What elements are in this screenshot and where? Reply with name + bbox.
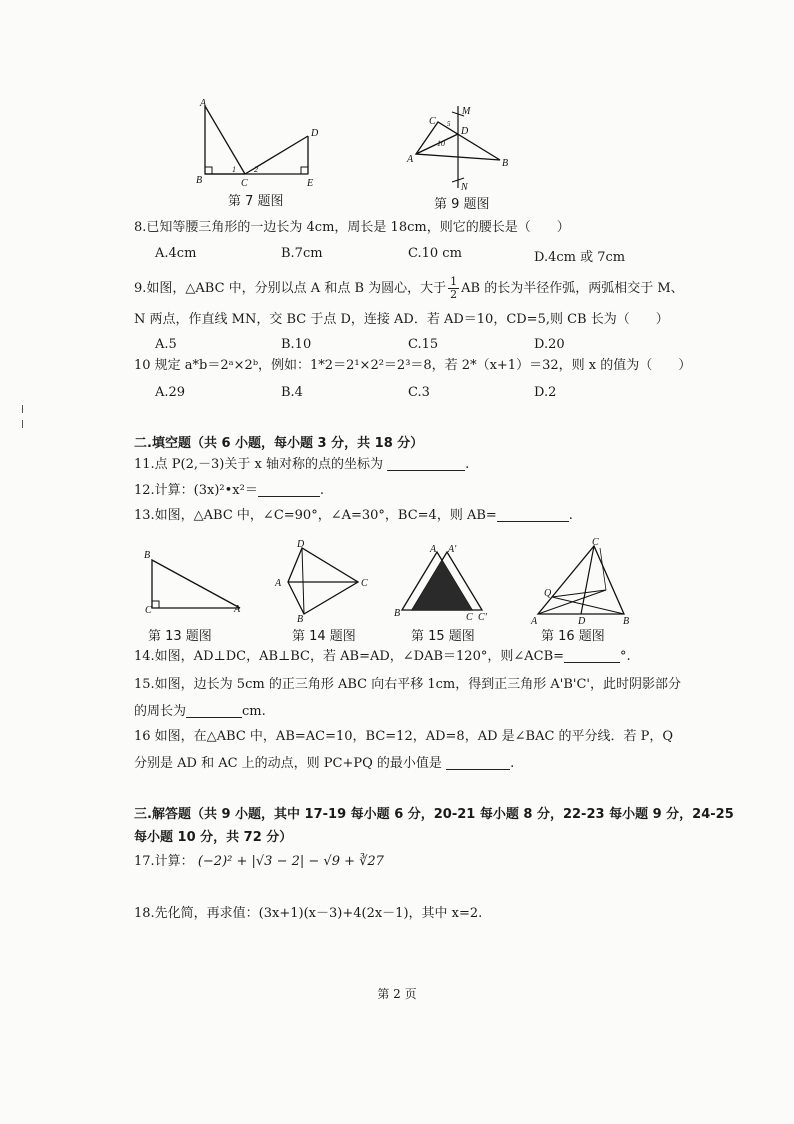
fig9-label-b: B [502,158,509,169]
question-18: 18.先化简，再求值：(3x+1)(x－3)+4(2x－1)，其中 x=2. [134,906,483,921]
fig14-label-c: C [361,578,368,589]
fig15-caption: 第 15 题图 [411,629,475,644]
fig9-label-a: A [407,154,414,165]
fig9-label-c: C [429,116,436,127]
fig7-angle-1: 1 [232,165,236,174]
question-13 [134,507,573,525]
q10-option-d: D.2 [534,385,557,400]
fig9-label-m: M [462,106,471,117]
question-9-line-2: N 两点，作直线 MN，交 BC 于点 D，连接 AD．若 AD＝10，CD=5,则 CB 长为（ ） [134,312,669,327]
fig16-label-b: B [623,616,630,626]
figure-16 [530,538,640,626]
fig7-label-a: A [200,98,207,109]
question-9-line-1 [134,276,684,301]
fig7-label-e: E [307,178,314,188]
fig14-label-a: A [275,578,282,589]
q14-text: 14.如图，AD⊥DC，AB⊥BC，若 AB=AD，∠DAB＝120°，则∠ACB= [134,649,565,664]
fig9-length-10: 10 [437,139,445,148]
figure-15 [392,544,500,624]
q8-option-c: C.10 cm [408,246,462,261]
q9-text-part-2: AB 的长为半径作弧，两弧相交于 M、 [461,281,684,296]
fig7-label-c: C [241,178,248,188]
fig14-label-b: B [297,614,304,622]
fig16-label-c: C [592,538,599,548]
fig9-caption: 第 9 题图 [434,197,490,212]
q9-option-d: D.20 [534,337,565,352]
q15-text: 的周长为 [134,704,187,719]
question-14 [134,648,631,666]
question-8-text: 8.已知等腰三角形的一边长为 4cm，周长是 18cm，则它的腰长是（ ） [134,220,570,235]
fig15-shaded-region [412,560,472,610]
margin-mark [22,405,23,413]
fig16-label-q: Q [544,588,552,599]
margin-mark [22,420,23,428]
figure-7 [190,96,330,188]
fig7-caption: 第 7 题图 [228,194,284,209]
fig13-label-c: C [145,605,152,616]
q10-option-a: A.29 [155,385,186,400]
q12-answer-blank[interactable] [258,482,320,497]
q11-answer-blank[interactable] [387,456,465,471]
q13-text: 13.如图，△ABC 中，∠C=90°，∠A=30°，BC=4，则 AB= [134,508,497,523]
page-footer: 第 2 页 [377,987,417,1001]
q9-option-a: A.5 [155,337,177,352]
question-11 [134,456,469,474]
q10-option-b: B.4 [281,385,303,400]
q8-option-b: B.7cm [281,246,323,261]
fig16-label-d: D [578,616,586,626]
question-12 [134,482,324,500]
fig7-label-d: D [311,128,319,139]
figure-9 [404,104,520,192]
question-17 [134,853,384,871]
q9-text-part-1: 9.如图，△ABC 中，分别以点 A 和点 B 为圆心，大于 [134,281,447,296]
fig13-caption: 第 13 题图 [148,629,212,644]
fig15-label-c: C [466,612,473,623]
q15-answer-blank[interactable] [186,703,242,718]
q13-end: . [568,508,573,523]
q16-text: 分别是 AD 和 AC 上的动点，则 PC+PQ 的最小值是 [134,756,442,771]
question-16-line-2 [134,755,514,773]
fig15-label-b: B [394,608,401,619]
question-15-line-2 [134,703,266,721]
fig15-label-c-prime: C' [478,612,487,623]
fig16-caption: 第 16 题图 [541,629,605,644]
q10-option-c: C.3 [408,385,430,400]
q9-fraction [448,276,459,301]
q14-answer-blank[interactable] [564,648,620,663]
q9-fraction-numerator: 1 [450,275,458,288]
q9-option-b: B.10 [281,337,312,352]
section-3-heading-line-1: 三.解答题（共 9 小题，其中 17-19 每小题 6 分，20-21 每小题 8 分，22-23 每小题 9 分，24-25 [134,807,734,822]
q15-unit: cm. [242,704,266,719]
question-15-line-1: 15.如图，边长为 5cm 的正三角形 ABC 向右平移 1cm，得到正三角形 A'B'C'，此时阴影部分 [134,677,681,692]
fig13-label-b: B [144,550,151,561]
q13-answer-blank[interactable] [497,507,569,522]
q8-option-a: A.4cm [155,246,197,261]
fig15-label-a: A [430,544,437,555]
q17-expression: (−2)² + |√3 − 2| − √9 + ∛27 [197,854,384,869]
fig9-label-n: N [461,182,468,192]
q9-option-c: C.15 [408,337,439,352]
figure-13 [142,548,252,618]
fig15-label-a-prime: A' [448,544,457,555]
q16-end: . [510,756,515,771]
fig7-label-b: B [196,175,203,186]
fig9-label-d: D [461,126,469,137]
section-3-heading-line-2: 每小题 10 分，共 72 分） [134,830,293,845]
question-10-text: 10 规定 a*b＝2ᵃ×2ᵇ，例如：1*2＝2¹×2²＝2³＝8，若 2*（x+1）＝32，则 x 的值为（ ） [134,358,692,373]
q14-end: °. [620,649,631,664]
question-16-line-1: 16 如图，在△ABC 中，AB=AC=10，BC=12，AD=8，AD 是∠BAC 的平分线．若 P，Q [134,729,674,744]
fig9-length-5: 5 [447,120,451,128]
fig14-label-d: D [297,539,305,550]
q12-text: 12.计算：(3x)²•x²＝ [134,483,258,498]
q11-text: 11.点 P(2,－3)关于 x 轴对称的点的坐标为 [134,457,383,472]
q16-answer-blank[interactable] [446,755,510,770]
fig7-angle-2: 2 [254,165,258,174]
section-2-heading: 二.填空题（共 6 小题，每小题 3 分，共 18 分） [134,436,424,451]
q17-label: 17.计算： [134,854,194,869]
fig13-label-a: A [234,604,241,615]
figure-14 [270,538,380,622]
fig16-label-a: A [531,616,538,626]
q8-option-d: D.4cm 或 7cm [534,250,626,265]
q9-fraction-denominator: 2 [450,288,458,301]
q12-end: . [319,483,324,498]
q11-end: . [465,457,470,472]
fig14-caption: 第 14 题图 [292,629,356,644]
